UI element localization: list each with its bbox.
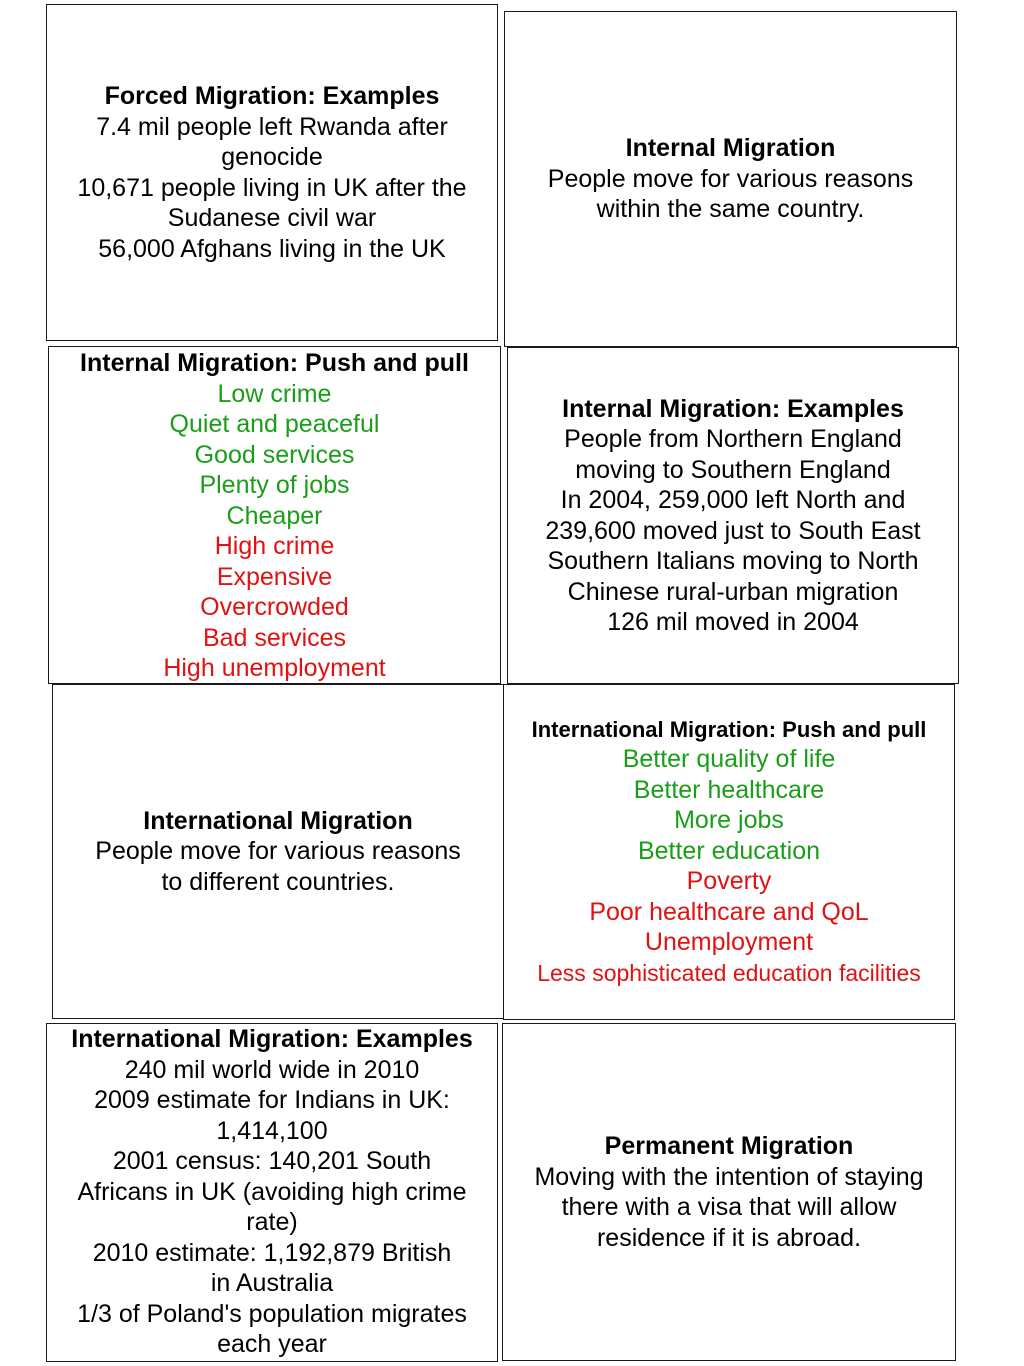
card-line: 1/3 of Poland's population migrates [77,1299,467,1328]
card-internal-migration-examples [507,347,959,684]
card-line: to different countries. [161,867,395,896]
card-line: 126 mil moved in 2004 [607,608,859,636]
card-title: Internal Migration [625,134,836,163]
card-line: 2001 census: 140,201 South [112,1147,432,1175]
pull-factor: Plenty of jobs [199,471,350,499]
card-line: Southern Italians moving to North [547,547,919,575]
card-title: International Migration: Examples [71,1025,473,1053]
card-line: People move for various reasons [95,837,461,866]
card-line: moving to Southern England [575,455,891,484]
card-internal-migration-push-pull [48,346,501,684]
card-international-migration [52,684,504,1019]
card-title: Internal Migration: Examples [562,394,904,423]
card-forced-migration-examples [46,4,498,341]
push-factor: Poverty [686,867,772,895]
card-title: Permanent Migration [604,1132,854,1160]
card-line: there with a visa that will allow [561,1193,897,1221]
card-title: International Migration [143,806,413,835]
card-line: each year [217,1330,327,1358]
card-line: rate) [246,1208,298,1236]
push-factor: Less sophisticated education facilities [537,959,921,986]
pull-factor: Better quality of life [622,745,836,773]
card-line: in Australia [210,1269,334,1297]
pull-factor: Good services [194,440,355,469]
push-factor: High unemployment [163,654,386,682]
card-line: 240 mil world wide in 2010 [124,1055,420,1084]
card-line: 239,600 moved just to South East [545,516,921,545]
card-line: In 2004, 259,000 left North and [560,486,906,514]
push-factor: Unemployment [644,928,814,956]
pull-factor: More jobs [674,806,784,834]
card-line: Moving with the intention of staying [534,1162,924,1191]
card-line: People move for various reasons [547,164,914,193]
card-title: International Migration: Push and pull [531,717,927,742]
card-line: within the same country. [596,195,865,224]
card-line: 7.4 mil people left Rwanda after [96,112,448,141]
pull-factor: Better healthcare [633,775,825,804]
card-international-migration-push-pull [503,684,955,1020]
card-line: Sudanese civil war [167,204,377,232]
card-line: genocide [221,143,323,171]
card-line: 2010 estimate: 1,192,879 British [92,1238,452,1267]
card-title: Internal Migration: Push and pull [80,349,469,377]
card-international-migration-examples [46,1023,498,1362]
card-line: 56,000 Afghans living in the UK [98,234,446,263]
pull-factor: Low crime [217,379,332,408]
card-line: Chinese rural-urban migration [567,577,899,606]
card-line: 10,671 people living in UK after the [77,173,467,202]
pull-factor: Quiet and peaceful [169,410,380,438]
card-line: 2009 estimate for Indians in UK: [94,1086,450,1114]
push-factor: Expensive [216,562,333,591]
pull-factor: Cheaper [226,501,323,530]
card-line: residence if it is abroad. [596,1223,862,1252]
push-factor: Poor healthcare and QoL [589,897,869,926]
card-line: Africans in UK (avoiding high crime [77,1177,467,1206]
push-factor: High crime [214,532,335,560]
card-title: Forced Migration: Examples [104,82,440,110]
card-permanent-migration [502,1023,956,1361]
card-line: People from Northern England [564,425,902,453]
push-factor: Bad services [202,623,347,652]
card-internal-migration [504,11,957,347]
pull-factor: Better education [637,836,821,865]
card-line: 1,414,100 [216,1116,328,1145]
push-factor: Overcrowded [200,593,349,621]
